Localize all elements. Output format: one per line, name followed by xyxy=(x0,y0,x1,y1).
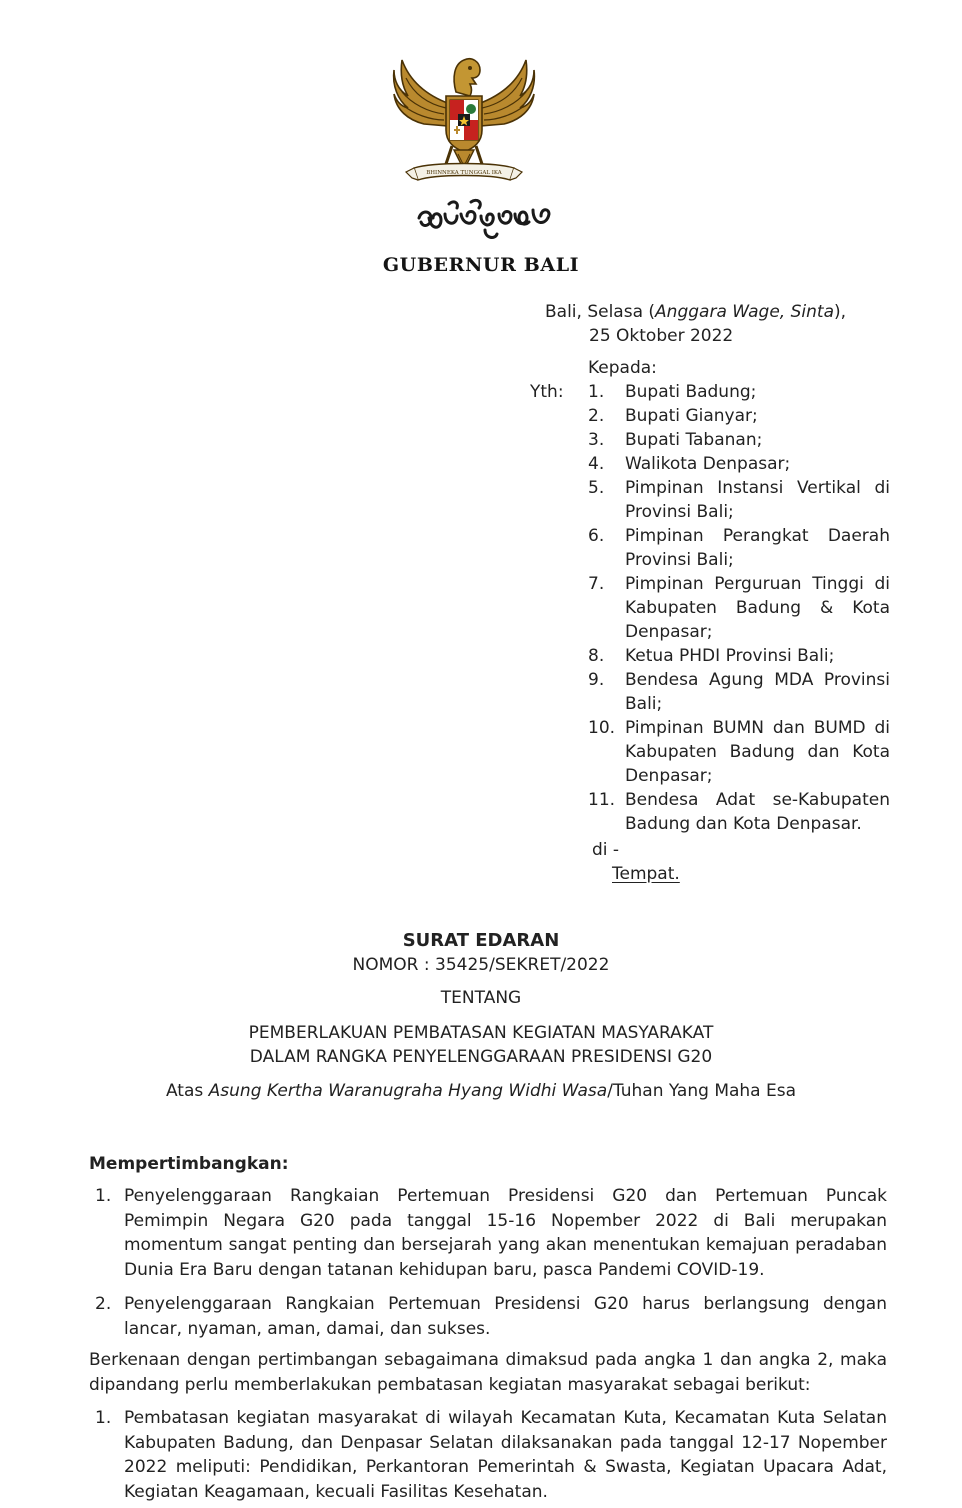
recipient-item: 1. Bupati Badung; xyxy=(588,382,757,402)
recipient-item: 4. Walikota Denpasar; xyxy=(588,454,791,474)
recipient-item: 9. Bendesa Agung MDA Provinsi Bali; xyxy=(588,670,890,714)
yth-label: Yth: xyxy=(530,382,564,402)
restriction-list xyxy=(89,1406,887,1504)
recipient-list xyxy=(530,380,890,836)
considering-item: 2. Penyelenggaraan Rangkaian Pertemuan Presidensi G20 harus berlangsung dengan lancar, nyaman, aman, damai, dan sukses. xyxy=(95,1294,887,1339)
recipient-item: 11. Bendesa Adat se-Kabupaten Badung dan Kota Denpasar. xyxy=(588,790,890,834)
circular-title: SURAT EDARAN xyxy=(402,930,560,951)
tempat-label: Tempat. xyxy=(612,864,680,884)
recipient-item: 5. Pimpinan Instansi Vertikal di Provinsi Bali; xyxy=(588,478,890,522)
balinese-script-icon xyxy=(415,196,555,248)
circular-number: NOMOR : 35425/SEKRET/2022 xyxy=(352,955,610,975)
considering-item: 1. Penyelenggaraan Rangkaian Pertemuan Presidensi G20 dan Pertemuan Puncak Pemimpin Negara G20 pada tanggal 15-16 Nopember 2022 di Bali merupakan momentum sangat penting dan bersejarah yang akan menentukan kemajuan peradaban Dunia Era Baru dengan tatanan kehidupan baru, pasca Pandemi COVID-19. xyxy=(95,1186,887,1280)
restriction-item: 1. Pembatasan kegiatan masyarakat di wilayah Kecamatan Kuta, Kecamatan Kuta Selatan Kabupaten Badung, dan Denpasar Selatan dilaksanakan pada tanggal 12-17 Nopember 2022 meliputi: Pendidikan, Perkantoran Pemerintah & Swasta, Kegiatan Upacara Adat, Kegiatan Keagamaan, kecuali Fasilitas Kesehatan. xyxy=(95,1408,887,1502)
circular-subject xyxy=(0,1021,962,1069)
recipient-item: 3. Bupati Tabanan; xyxy=(588,430,763,450)
considering-list xyxy=(89,1184,887,1341)
di-label: di - xyxy=(592,840,620,860)
recipient-item: 10. Pimpinan BUMN dan BUMD di Kabupaten Badung dan Kota Denpasar; xyxy=(588,718,890,786)
governor-title: GUBERNUR BALI xyxy=(382,254,580,276)
letter-date xyxy=(545,300,846,348)
recipient-item: 8. Ketua PHDI Provinsi Bali; xyxy=(588,646,835,666)
svg-text:BHINNEKA TUNGGAL IKA: BHINNEKA TUNGGAL IKA xyxy=(426,170,502,176)
recipient-item: 6. Pimpinan Perangkat Daerah Provinsi Bali; xyxy=(588,526,890,570)
tentang-label: TENTANG xyxy=(440,988,522,1008)
recipients-block xyxy=(530,356,890,886)
blessing-line: Atas Asung Kertha Waranugraha Hyang Widhi Wasa/Tuhan Yang Maha Esa xyxy=(165,1081,797,1101)
recipient-item: 7. Pimpinan Perguruan Tinggi di Kabupaten Badung & Kota Denpasar; xyxy=(588,574,890,642)
kepada-label: Kepada: xyxy=(588,358,657,378)
subject-line-1: PEMBERLAKUAN PEMBATASAN KEGIATAN MASYARAKAT xyxy=(248,1023,714,1043)
subject-line-2: DALAM RANGKA PENYELENGGARAAN PRESIDENSI G20 xyxy=(249,1047,713,1067)
recipient-item: 2. Bupati Gianyar; xyxy=(588,406,758,426)
considering-heading: Mempertimbangkan: xyxy=(89,1154,289,1174)
date-line-2: 25 Oktober 2022 xyxy=(589,326,734,346)
garuda-emblem-icon xyxy=(388,34,540,194)
body-paragraph: Berkenaan dengan pertimbangan sebagaimana dimaksud pada angka 1 dan angka 2, maka dipandang perlu memberlakukan pembatasan kegiatan masyarakat sebagai berikut: xyxy=(89,1350,887,1395)
date-line-1: Bali, Selasa (Anggara Wage, Sinta), xyxy=(545,302,847,322)
